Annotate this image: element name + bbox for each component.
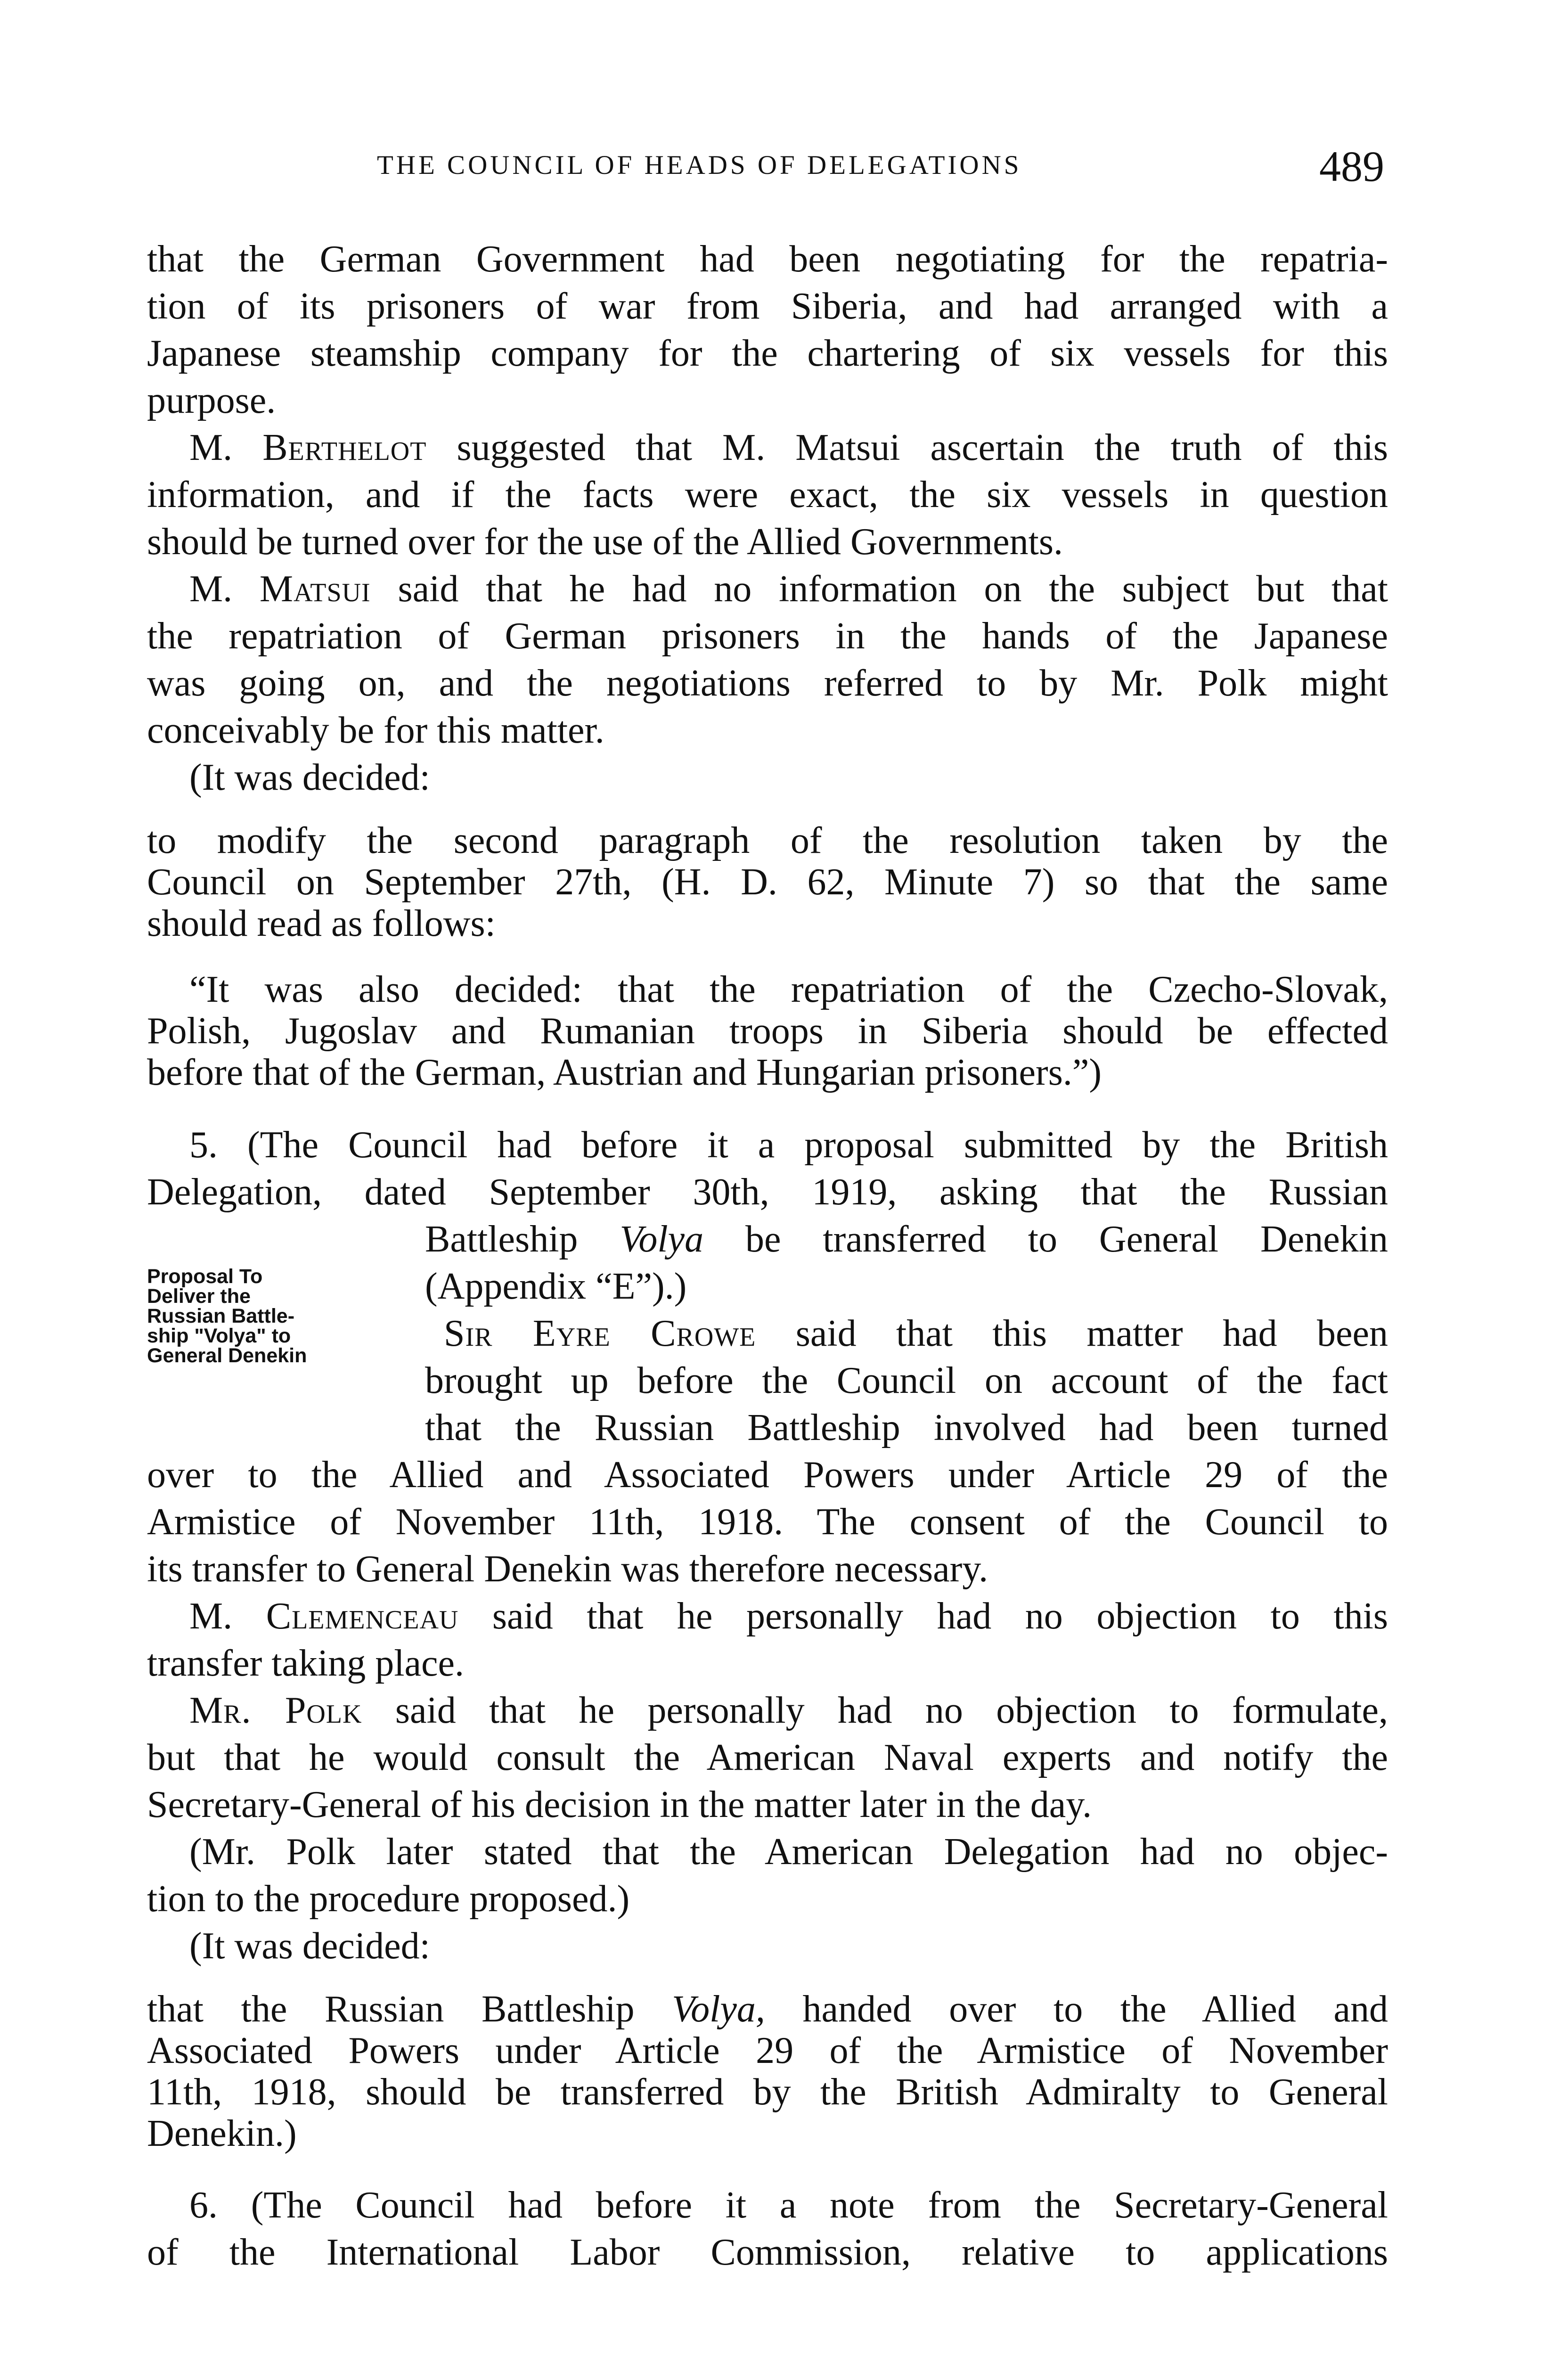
speaker-name: Sir Eyre Crowe (444, 1313, 756, 1354)
text-line: Japanese steamship company for the chartering of six vessels for this (147, 333, 1388, 374)
speaker-name: Clemenceau (266, 1595, 459, 1637)
resolution-line: Denekin.) (147, 2113, 297, 2154)
text-line: brought up before the Council on account of the fact (425, 1360, 1388, 1401)
speaker-name: Matsui (259, 568, 371, 610)
resolution-line: before that of the German, Austrian and Hungarian prisoners.”) (147, 1052, 1102, 1093)
resolution-line: Polish, Jugoslav and Rumanian troops in Siberia should be effected (147, 1010, 1388, 1052)
margin-note-line: General Denekin (147, 1344, 307, 1367)
text-line: transfer taking place. (147, 1643, 465, 1684)
ship-name: Volya (620, 1219, 704, 1260)
resolution-line: to modify the second paragraph of the resolution taken by the (147, 820, 1388, 861)
text-line: (It was decided: (189, 1925, 430, 1967)
text-line: (It was decided: (189, 757, 430, 798)
text-line: that the German Government had been negotiating for the repatria- (147, 238, 1388, 280)
resolution-line: Associated Powers under Article 29 of the Armistice of November (147, 2030, 1388, 2071)
margin-note-line: Russian Battle- (147, 1305, 295, 1327)
page-number: 489 (1319, 142, 1384, 190)
text-line: 5. (The Council had before it a proposal submitted by the British (189, 1124, 1388, 1166)
text-line: that the Russian Battleship involved had been turned (425, 1407, 1388, 1448)
text-line: Battleship Volya be transferred to General Denekin (425, 1219, 1388, 1260)
text-line: conceivably be for this matter. (147, 710, 604, 751)
text-line: the repatriation of German prisoners in the hands of the Japanese (147, 615, 1388, 657)
text-line: M. Clemenceau said that he personally had no objection to this (189, 1595, 1388, 1637)
speaker-name: Mr. Polk (189, 1690, 362, 1731)
resolution-line: Council on September 27th, (H. D. 62, Minute 7) so that the same (147, 861, 1388, 903)
resolution-line: “It was also decided: that the repatriation of the Czecho-Slovak, (189, 969, 1388, 1010)
resolution-line: that the Russian Battleship Volya, handed over to the Allied and (147, 1988, 1388, 2030)
text-line: purpose. (147, 380, 276, 421)
text-line: was going on, and the negotiations referred to by Mr. Polk might (147, 663, 1388, 704)
text-line: information, and if the facts were exact, the six vessels in question (147, 474, 1388, 515)
text-line: Armistice of November 11th, 1918. The consent of the Council to (147, 1501, 1388, 1543)
running-title: THE COUNCIL OF HEADS OF DELEGATIONS (377, 150, 1022, 180)
text-line: tion of its prisoners of war from Siberia, and had arranged with a (147, 286, 1388, 327)
resolution-line: 11th, 1918, should be transferred by the British Admiralty to General (147, 2071, 1388, 2113)
text-line: 6. (The Council had before it a note from the Secretary-General (189, 2184, 1388, 2226)
resolution-line: should read as follows: (147, 903, 496, 944)
ship-name: Volya, (672, 1988, 765, 2030)
text-line: Sir Eyre Crowe said that this matter had been (444, 1313, 1388, 1354)
text-line: its transfer to General Denekin was therefore necessary. (147, 1548, 988, 1590)
text-line: M. Berthelot suggested that M. Matsui ascertain the truth of this (189, 427, 1388, 468)
margin-note-line: Deliver the (147, 1285, 251, 1308)
margin-note-line: Proposal To (147, 1265, 263, 1288)
text-line: tion to the procedure proposed.) (147, 1878, 630, 1920)
text-line: Delegation, dated September 30th, 1919, asking that the Russian (147, 1171, 1388, 1213)
text-line: over to the Allied and Associated Powers under Article 29 of the (147, 1454, 1388, 1496)
text-line: should be turned over for the use of the Allied Governments. (147, 521, 1063, 563)
text-line: but that he would consult the American Naval experts and notify the (147, 1737, 1388, 1778)
text-line: Mr. Polk said that he personally had no objection to formulate, (189, 1690, 1388, 1731)
speaker-name: Berthelot (262, 427, 427, 468)
text-line: of the International Labor Commission, relative to applications (147, 2232, 1388, 2273)
margin-note-line: ship "Volya" to (147, 1325, 291, 1347)
text-line: (Mr. Polk later stated that the American Delegation had no objec- (189, 1831, 1388, 1873)
text-line: Secretary-General of his decision in the matter later in the day. (147, 1784, 1092, 1825)
margin-note (147, 1267, 392, 1366)
text-line: M. Matsui said that he had no information on the subject but that (189, 568, 1388, 610)
text-line: (Appendix “E”).) (425, 1266, 687, 1307)
